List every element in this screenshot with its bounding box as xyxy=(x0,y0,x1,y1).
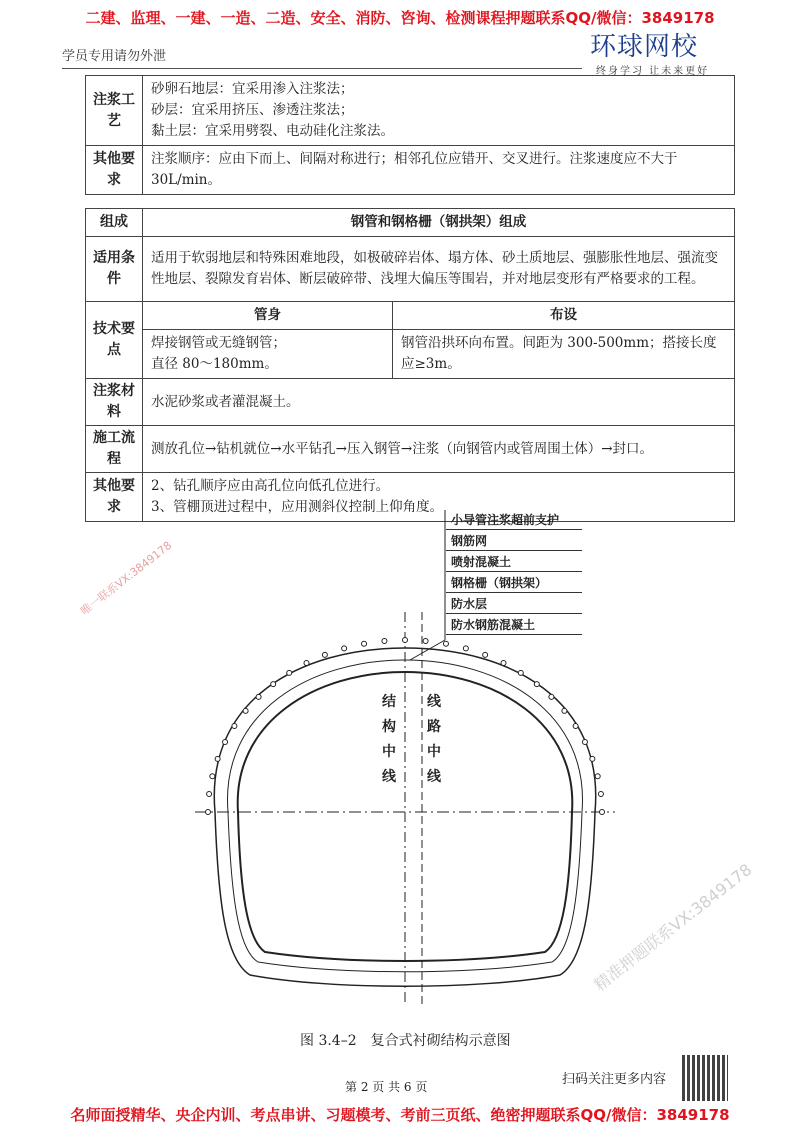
header-notice: 学员专用请勿外泄 xyxy=(62,49,167,64)
layer-label: 防水层 xyxy=(446,594,582,614)
line: 焊接钢管或无缝钢管； xyxy=(151,335,286,351)
layer-label: 小导管注浆超前支护 xyxy=(446,510,582,530)
grout-pipe-dot xyxy=(518,670,523,675)
grout-pipe-dot xyxy=(403,638,408,643)
grout-pipe-dot xyxy=(483,652,488,657)
row-label: 施工流程 xyxy=(86,426,143,473)
grout-pipe-dot xyxy=(573,724,578,729)
grout-pipe-dot xyxy=(463,646,468,651)
top-banner: 二建、监理、一建、一造、二造、安全、消防、咨询、检测课程押题联系QQ/微信：3849178 xyxy=(85,9,715,27)
grout-pipe-dot xyxy=(362,641,367,646)
grout-pipe-dot xyxy=(423,638,428,643)
row-label: 组成 xyxy=(86,209,143,237)
grout-pipe-dot xyxy=(287,670,292,675)
figure-caption: 图 3.4–2 复合式衬砌结构示意图 xyxy=(300,1033,511,1049)
grout-pipe-dot xyxy=(562,708,567,713)
col-header: 布设 xyxy=(393,302,735,330)
grout-pipe-dot xyxy=(598,792,603,797)
row-label: 适用条件 xyxy=(86,237,143,302)
row-value: 适用于软弱地层和特殊困难地段，如极破碎岩体、塌方体、砂土质地层、强膨胀性地层、强流变性地层、裂隙发育岩体、断层破碎带、浅埋大偏压等围岩，并对地层变形有严格要求的工程。 xyxy=(143,237,735,302)
route-axis-label: 线路中线 xyxy=(427,694,441,785)
qr-code[interactable] xyxy=(682,1055,728,1101)
row-value: 钢管和钢格栅（钢拱架）组成 xyxy=(143,209,735,237)
logo-main: 环球网校 xyxy=(590,32,699,62)
grout-pipe-dot xyxy=(443,641,448,646)
layer-label: 喷射混凝土 xyxy=(446,552,582,572)
grout-pipe-dot xyxy=(215,756,220,761)
watermark: 精准押题联系VX:3849178 xyxy=(590,859,756,995)
layer-label: 钢格栅（钢拱架） xyxy=(446,573,582,593)
line: 3、管棚顶进过程中，应用测斜仪控制上仰角度。 xyxy=(151,499,444,515)
grout-pipe-dot xyxy=(207,792,212,797)
grout-pipe-dot xyxy=(210,774,215,779)
page-number: 第 2 页 共 6 页 xyxy=(345,1080,428,1094)
row-value: 测放孔位→钻机就位→水平钻孔→压入钢管→注浆（向钢管内或管周围土体）→封口。 xyxy=(143,426,735,473)
grout-pipe-dot xyxy=(382,638,387,643)
row-label: 技术要点 xyxy=(86,302,143,379)
grout-pipe-dot xyxy=(304,661,309,666)
row-label: 其他要求 xyxy=(86,146,143,195)
structure-axis-label: 结构中线 xyxy=(382,694,396,785)
line: 直径 80～180mm。 xyxy=(151,356,278,372)
line: 黏土层：宜采用劈裂、电动硅化注浆法。 xyxy=(151,123,394,139)
grout-pipe-dot xyxy=(322,652,327,657)
grout-pipe-dot xyxy=(256,694,261,699)
row-value: 钢管沿拱环向布置。间距为 300-500mm；搭接长度应≥3m。 xyxy=(393,330,735,379)
logo-slogan: 终身学习 让未来更好 xyxy=(596,66,710,77)
row-value: 注浆顺序：应由下而上、间隔对称进行；相邻孔位应错开、交叉进行。注浆速度应不大于30L/min。 xyxy=(143,146,735,195)
grout-pipe-dot xyxy=(232,724,237,729)
row-label: 注浆材料 xyxy=(86,379,143,426)
grout-pipe-dot xyxy=(595,774,600,779)
bottom-banner: 名师面授精华、央企内训、考点串讲、习题模考、考前三页纸、绝密押题联系QQ/微信：3849178 xyxy=(70,1106,730,1124)
grout-pipe-dot xyxy=(534,682,539,687)
grout-pipe-dot xyxy=(206,810,211,815)
grout-pipe-dot xyxy=(501,661,506,666)
layer-label: 钢筋网 xyxy=(446,531,582,551)
watermark: 唯一联系VX:3849178 xyxy=(78,538,175,618)
layer-label: 防水钢筋混凝土 xyxy=(446,615,582,635)
grout-pipe-dot xyxy=(590,756,595,761)
grout-pipe-dot xyxy=(342,646,347,651)
grout-pipe-dot xyxy=(600,810,605,815)
grout-pipe-dot xyxy=(271,682,276,687)
row-label: 其他要求 xyxy=(86,473,143,522)
grout-pipe-dot xyxy=(549,694,554,699)
row-value: 水泥砂浆或者灌混凝土。 xyxy=(143,379,735,426)
line: 砂卵石地层：宜采用渗入注浆法； xyxy=(151,81,354,97)
line: 2、钻孔顺序应由高孔位向低孔位进行。 xyxy=(151,478,390,494)
line: 砂层：宜采用挤压、渗透注浆法； xyxy=(151,102,354,118)
row-label: 注浆工艺 xyxy=(86,76,143,146)
col-header: 管身 xyxy=(143,302,393,330)
grout-pipe-dot xyxy=(582,740,587,745)
grout-pipe-dot xyxy=(243,708,248,713)
scan-prompt: 扫码关注更多内容 xyxy=(562,1072,667,1087)
grout-pipe-dot xyxy=(223,740,228,745)
